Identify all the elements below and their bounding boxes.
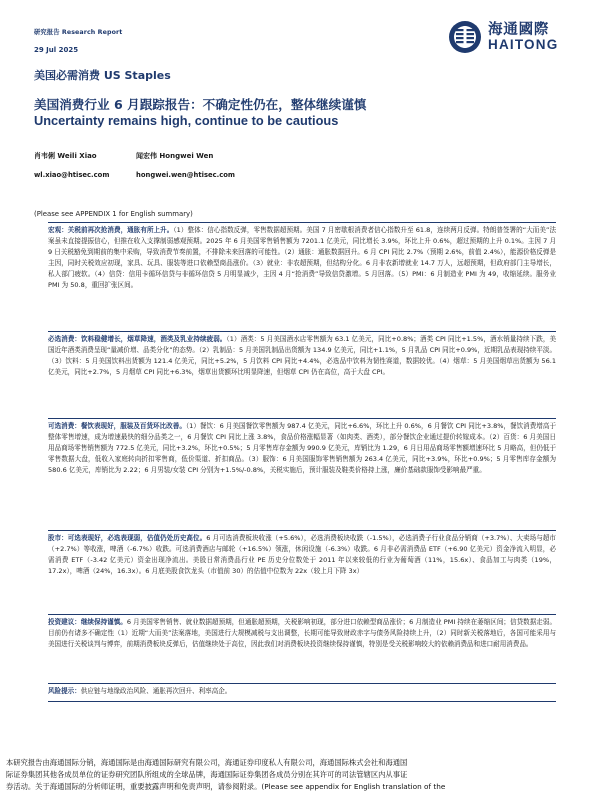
author-2	[136, 151, 235, 179]
divider	[48, 614, 556, 615]
section-body: （1）整体：信心指数反弹，零售数据超预期。美国 7 月密歇根消费者信心指数升至 61.8，连续两月反弹。特朗普签署的“大而美”法案虽未直接提振信心，但推在收入支撑制弱感观预期。2025 年 6 月美国零售销售额为 7201.1 亿美元，同比增长 3.9%，环比上升 0.6%，超过预期的上升 0.1%。主因 7 月 9 日关税豁免到期前的集中采购，导致消费节奏前置，不排除未来回落的可能性。（2）通胀：通胀数据回升。6 月 CPI 同比 2.7%（预期 2.6%，前值 2.4%），能源价格反弹是主因，同时关税效应初现，家具、玩具、服装等进口依赖型商品涨价。（3）就业：非农超预期，但结构分化。6 月非农新增就业 14.7 万人，远超预期，但政府部门主导增长，私人部门疲软。（4）信贷：信用卡循环信贷与非循环信贷 5 月明显减少，主因 4 月“抢消费”导致信贷激增。5 月回落。（5）PMI：6 月制造业 PMI 为 49，收缩延续。服务业 PMI 为 50.8，重回扩张区间。	[48, 226, 556, 289]
author-1	[34, 151, 109, 179]
section-body: 6 月美国零售销售、就业数据超预期，但通胀超预期，关税影响初现，部分进口依赖型商品涨价；6 月制造业 PMI 持续在萎缩区间；信贷数据走弱。目前仍有诸多不确定性（1）近期“大而美”法案落地，美国进行大规模减税与支出调整，长期可能导致财政赤字与债务风险持续上升，（2）同时新关税落地后，各国可能采用与美国进行关税谈判与博弈，前期消费板块反弹后，估值继续处于高位，因此我们对消费板块投资继续保持谨慎，特别是受关税影响较大的依赖消费品和进口耐用消费品。	[48, 618, 556, 648]
divider	[48, 418, 556, 419]
author-name: 闻宏伟 Hongwei Wen	[136, 152, 214, 160]
divider	[48, 683, 556, 684]
author-email[interactable]: hongwei.wen@htisec.com	[136, 171, 236, 179]
section-staples	[48, 334, 556, 378]
section-heading: 股市：可选表现好，必选表现弱，估值仍处历史高位。	[48, 534, 207, 542]
divider	[48, 331, 556, 332]
report-title-cn: 美国消费行业 6 月跟踪报告：不确定性仍在，整体继续谨慎	[34, 97, 367, 112]
section-body: （1）酒类：5 月美国酒水店零售额为 63.1 亿美元，同比+0.8%；酒类 CPI 同比+1.5%，酒水销量持续下跌，美国近年酒类消费呈现“量减价增、品类分化”的态势。（2）乳制品：5 月美国乳制品出货额为 134.9 亿美元，同比+1.1%，5 月乳品 CPI 同比+0.9%，近期乳品表现持续平淡。（3）饮料：5 月美国饮料出货额为 121.4 亿美元，同比+5.2%，5 月饮料 CPI 同比+4.4%，必选品中饮料为韧性赛道，数据较优。（4）烟草：5 月美国烟草出货额为 56.1 亿美元，同比+2.7%，5 月烟草 CPI 同比+6.3%，烟草出货额环比明显降速，但烟草 CPI 仍在高位，高于大盘 CPI。	[48, 335, 556, 376]
section-macro	[48, 225, 556, 290]
divider	[48, 530, 556, 531]
report-title-en: Uncertainty remains high, continue to be cautious	[34, 113, 339, 128]
section-heading: 投资建议：继续保持谨慎。	[48, 618, 127, 626]
report-date: 29 Jul 2025	[34, 46, 79, 54]
section-heading: 风险提示：	[48, 687, 81, 695]
haitong-logo-icon	[448, 20, 482, 54]
appendix-note: (Please see APPENDIX 1 for English summary)	[34, 210, 193, 218]
footer-line: 券活动。关于海通国际的分析师证明，重要披露声明和免责声明，请参阅附录。(Please see appendix for English translation of the	[6, 782, 446, 791]
section-heading: 必选消费：饮料稳健增长，烟草降速，酒类及乳业持续疲弱。	[48, 335, 227, 343]
author-name: 肖韦俐 Weili Xiao	[34, 152, 97, 160]
footer-line: 际证券集团其他各成员单位的证券研究团队所组成的全球品牌，海通国际证券集团各成员分别在其许可的司法管辖区内从事证	[6, 770, 408, 779]
section-risk	[48, 686, 556, 697]
section-investment	[48, 617, 556, 650]
haitong-logo	[448, 16, 568, 60]
divider	[48, 222, 556, 223]
disclaimer-footer	[0, 757, 600, 793]
footer-line: 本研究报告由海通国际分销，海通国际是由海通国际研究有限公司，海通证券印度私人有限公司，海通国际株式会社和海通国	[6, 758, 408, 767]
report-type: 研究报告 Research Report	[34, 29, 123, 36]
author-email[interactable]: wl.xiao@htisec.com	[34, 171, 110, 179]
section-body: （1）餐饮：6 月美国餐饮零售额为 987.4 亿美元，同比+6.6%，环比上升 0.6%，6 月餐饮 CPI 同比+3.8%，餐饮消费增高于整体零售增速，成为增速最快的细分品类之一，6 月餐饮 CPI 同比上涨 3.8%，食品价格涨幅显著（如肉类、酒类），部分餐饮企业通过提价转嫁成本。（2）百货：6 月美国日用品商场零售销售额为 772.5 亿美元，同比+3.2%，环比+0.5%；5 月零售库存金额为 990.9 亿美元，库销比为 1.29，6 月日用品商场零售额增速环比 5 月略高，但仍低于零售数据大盘，低收入家庭转向折扣零售商，低价渠道、折扣商品。（3）服饰：6 月美国服饰零售销售额为 263.4 亿美元，同比+3.9%，环比+0.9%；5 月零售库存金额为 580.6 亿美元，库销比为 2.22；6 月男装/女装 CPI 分别为+1.5%/-0.8%，关税实施后，预计服装及鞋类价格持上涨，廉价基础款服饰受影响最严重。	[48, 422, 556, 474]
section-equity	[48, 533, 556, 577]
logo-cn: 海通國際	[488, 22, 550, 38]
section-heading: 可选消费：餐饮表现好，服装及百货环比改善。	[48, 422, 186, 430]
section-heading: 宏观：关税前再次抢消费，通胀有所上升。	[48, 226, 174, 234]
section-body: 6 月可选消费板块收涨（+5.6%），必选消费板块收跌（-1.5%），必选消费子行业食品分销商（+3.7%）、大卖场与超市（+2.7%）等收涨，啤酒（-6.7%）收跌。可选消费酒店与邮轮（+16.5%）领涨，休闲设施（-6.3%）收跌。6 月非必需消费品 ETF（+6.90 亿美元）资金净流入明显，必需消费 ETF（-3.42 亿美元）资金出现净流出。美股日常消费品行业 PE 历史分位数处于 2011 年以来较低的行业为葡萄酒（11%，15.6x）、食品加工与肉类（19%，17.2x），啤酒（24%，16.3x）。6 月底美股食饮龙头（市值前 30）的估值中位数为 22x（较上月下降 3x）	[48, 534, 556, 575]
report-header	[34, 27, 122, 54]
divider	[48, 701, 556, 702]
section-discretionary	[48, 421, 556, 476]
section-body: 供应链与地缘政治风险、通胀再次回升、利率高企。	[80, 687, 232, 695]
sector-label: 美国必需消费 US Staples	[34, 69, 171, 82]
logo-en: HAITONG	[488, 37, 559, 52]
